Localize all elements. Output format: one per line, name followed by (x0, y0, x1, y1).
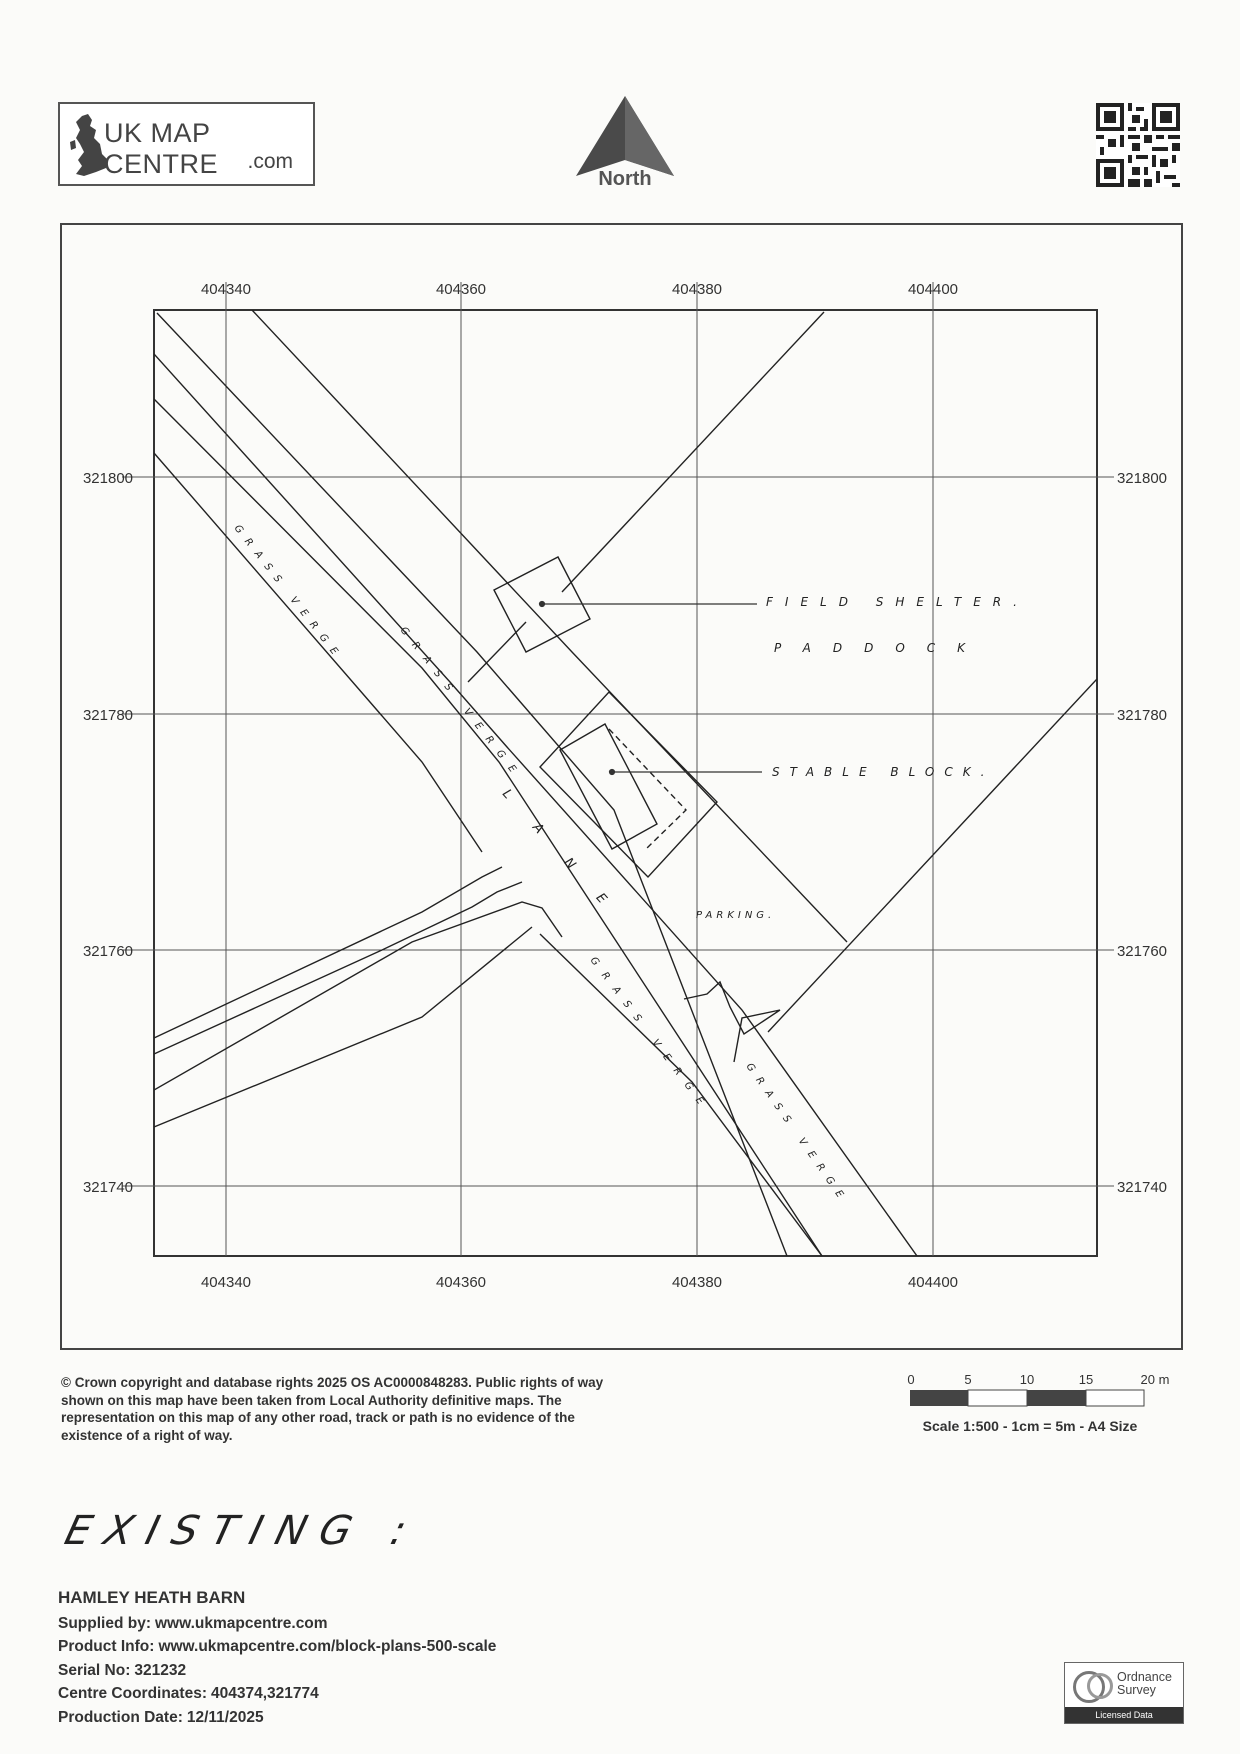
x-tick-bottom-404380: 404380 (671, 1274, 723, 1291)
label-stable-block: STABLE BLOCK. (772, 765, 995, 779)
label-grass-verge-south: GRASS VERGE (587, 955, 713, 1116)
label-grass-verge-east: GRASS VERGE (743, 1061, 851, 1208)
production-date-label: Production Date: (58, 1708, 183, 1726)
map-inner-frame (154, 310, 1097, 1256)
label-grass-verge-west: GRASS VERGE (231, 523, 346, 664)
side-road-north (154, 867, 502, 1038)
centre-coordinates-label: Centre Coordinates: (58, 1685, 207, 1702)
product-info-link[interactable]: www.ukmapcentre.com/block-plans-500-scale (158, 1638, 497, 1655)
x-tick-top-404400: 404400 (907, 281, 959, 298)
scale-tick-0: 0 (907, 1372, 915, 1387)
supplied-by-row (58, 1612, 500, 1636)
y-tick-left-321780: 321780 (82, 707, 134, 724)
existing-handwritten-title: EXISTING : (60, 1508, 425, 1554)
serial-row (58, 1659, 500, 1683)
scale-tick-10: 10 (1019, 1372, 1035, 1387)
os-name-line-2: Survey (1117, 1683, 1156, 1697)
supplied-by-link[interactable]: www.ukmapcentre.com (155, 1614, 328, 1632)
map-frame (60, 223, 1183, 1350)
serial-label: Serial No: (58, 1661, 131, 1679)
y-tick-left-321760: 321760 (82, 943, 134, 960)
side-road-south (154, 902, 562, 1090)
uk-map-centre-logo (58, 102, 315, 186)
x-tick-bottom-404400: 404400 (907, 1274, 959, 1291)
scale-tick-5: 5 (964, 1372, 972, 1387)
label-lane: LANE (499, 786, 635, 935)
logo-title: UK MAP CENTRE (104, 118, 219, 179)
north-label: North (598, 168, 652, 190)
site-title: HAMLEY HEATH BARN (58, 1588, 246, 1607)
y-tick-left-321740: 321740 (82, 1179, 134, 1196)
x-tick-bottom-404360: 404360 (435, 1274, 487, 1291)
verge-outer-line (157, 313, 787, 1256)
verge-sw-north (154, 453, 482, 852)
lane-line-ne (154, 354, 917, 1256)
label-grass-verge-centre: GRASS VERGE (397, 625, 525, 784)
y-tick-right-321780: 321780 (1116, 707, 1168, 724)
x-tick-top-404380: 404380 (671, 281, 723, 298)
paddock-boundary-nw (562, 312, 824, 592)
os-ring-icon-2 (1087, 1673, 1113, 1699)
copyright-notice: © Crown copyright and database rights 2025 OS AC0000848283. Public rights of way shown on this map have been taken from Local Authority definitive maps. The representation on this map of any other road, track or path is no evidence of the existence of a right of way. (61, 1375, 604, 1443)
y-tick-right-321740: 321740 (1116, 1179, 1168, 1196)
label-field-shelter: FIELD SHELTER. (766, 595, 1029, 609)
product-info-row (58, 1635, 500, 1659)
scale-tick-15: 15 (1078, 1372, 1094, 1387)
x-tick-top-404340: 404340 (200, 281, 252, 298)
map-drawing[interactable] (62, 225, 1185, 1352)
x-tick-top-404360: 404360 (435, 281, 487, 298)
lane-line-sw (154, 399, 822, 1256)
y-tick-right-321800: 321800 (1116, 470, 1168, 487)
y-tick-left-321800: 321800 (82, 470, 134, 487)
map-info-block (58, 1586, 500, 1729)
os-licensed-label: Licensed Data (1065, 1707, 1183, 1723)
product-info-label: Product Info: (58, 1638, 155, 1655)
production-date-row (58, 1706, 500, 1730)
scale-tick-20: 20 m (1140, 1372, 1170, 1387)
ordnance-survey-badge (1064, 1662, 1184, 1724)
logo-subtitle: .com (247, 150, 293, 173)
y-tick-right-321760: 321760 (1116, 943, 1168, 960)
production-date-value: 12/11/2025 (186, 1708, 264, 1726)
centre-coordinates-row (58, 1682, 500, 1706)
scale-text: Scale 1:500 - 1cm = 5m - A4 Size (922, 1418, 1138, 1434)
x-tick-bottom-404340: 404340 (200, 1274, 252, 1291)
os-name-line-1: Ordnance (1117, 1670, 1172, 1684)
centre-coordinates-value: 404374,321774 (211, 1685, 319, 1702)
label-parking: PARKING. (696, 910, 776, 921)
side-road-centre (154, 882, 522, 1054)
stable-block (560, 724, 657, 849)
serial-value: 321232 (134, 1661, 187, 1679)
qr-code-icon (1096, 103, 1180, 187)
map-features (154, 310, 1097, 1256)
supplied-by-label: Supplied by: (58, 1614, 151, 1632)
side-road-verge (154, 927, 532, 1127)
parking-entrance (684, 982, 780, 1062)
label-paddock: PADDOCK (774, 641, 988, 655)
